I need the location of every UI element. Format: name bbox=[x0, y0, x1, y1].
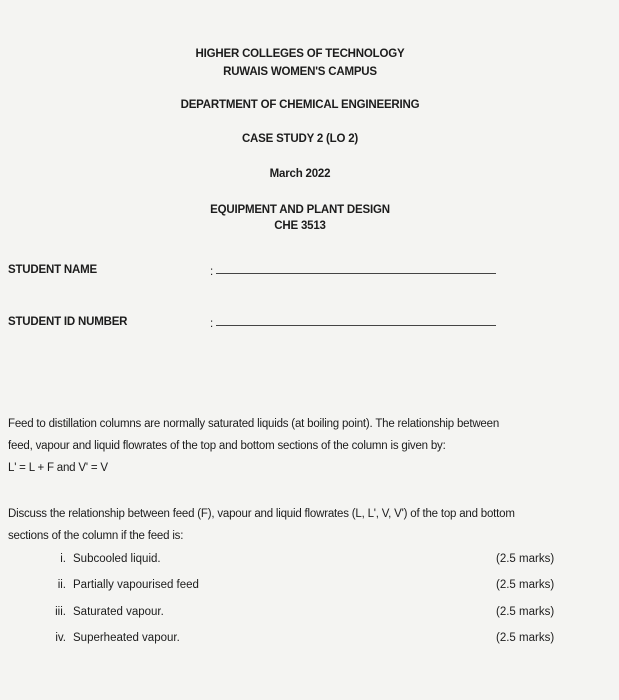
student-name-label: STUDENT NAME bbox=[8, 264, 97, 276]
intro-paragraph bbox=[8, 413, 608, 479]
intro-line: feed, vapour and liquid flowrates of the top and bottom sections of the column is given by: bbox=[8, 440, 446, 452]
question-line: Discuss the relationship between feed (F), vapour and liquid flowrates (L, L', V, V') of the top and bottom bbox=[8, 508, 515, 520]
student-name-colon: : bbox=[210, 266, 214, 278]
item-number: iv. bbox=[55, 632, 66, 644]
item-number: iii. bbox=[55, 606, 66, 618]
item-number: i. bbox=[60, 553, 66, 565]
student-id-colon: : bbox=[210, 318, 214, 330]
student-id-label: STUDENT ID NUMBER bbox=[8, 316, 128, 328]
student-name-field[interactable] bbox=[216, 273, 496, 274]
course-code: CHE 3513 bbox=[274, 220, 326, 232]
question-line: sections of the column if the feed is: bbox=[8, 530, 184, 542]
intro-equation: L' = L + F and V' = V bbox=[8, 462, 108, 474]
item-marks: (2.5 marks) bbox=[496, 632, 555, 644]
item-number: ii. bbox=[57, 579, 66, 591]
question-paragraph bbox=[8, 503, 608, 547]
question-item bbox=[0, 553, 619, 569]
question-item bbox=[0, 632, 619, 648]
item-marks: (2.5 marks) bbox=[496, 553, 555, 565]
exam-date: March 2022 bbox=[269, 168, 331, 180]
item-text: Superheated vapour. bbox=[73, 632, 180, 644]
department-name: DEPARTMENT OF CHEMICAL ENGINEERING bbox=[180, 99, 420, 111]
intro-line: Feed to distillation columns are normally saturated liquids (at boiling point). The relationship between bbox=[8, 418, 500, 430]
item-text: Subcooled liquid. bbox=[73, 553, 161, 565]
item-text: Partially vapourised feed bbox=[73, 579, 199, 591]
course-title: EQUIPMENT AND PLANT DESIGN bbox=[210, 204, 390, 216]
college-name: HIGHER COLLEGES OF TECHNOLOGY bbox=[195, 48, 405, 60]
question-item bbox=[0, 579, 619, 595]
case-study-title: CASE STUDY 2 (LO 2) bbox=[241, 133, 359, 145]
item-marks: (2.5 marks) bbox=[496, 579, 555, 591]
item-text: Saturated vapour. bbox=[73, 606, 164, 618]
item-marks: (2.5 marks) bbox=[496, 606, 555, 618]
student-id-field[interactable] bbox=[216, 325, 496, 326]
campus-name: RUWAIS WOMEN'S CAMPUS bbox=[223, 66, 377, 78]
question-item bbox=[0, 606, 619, 622]
